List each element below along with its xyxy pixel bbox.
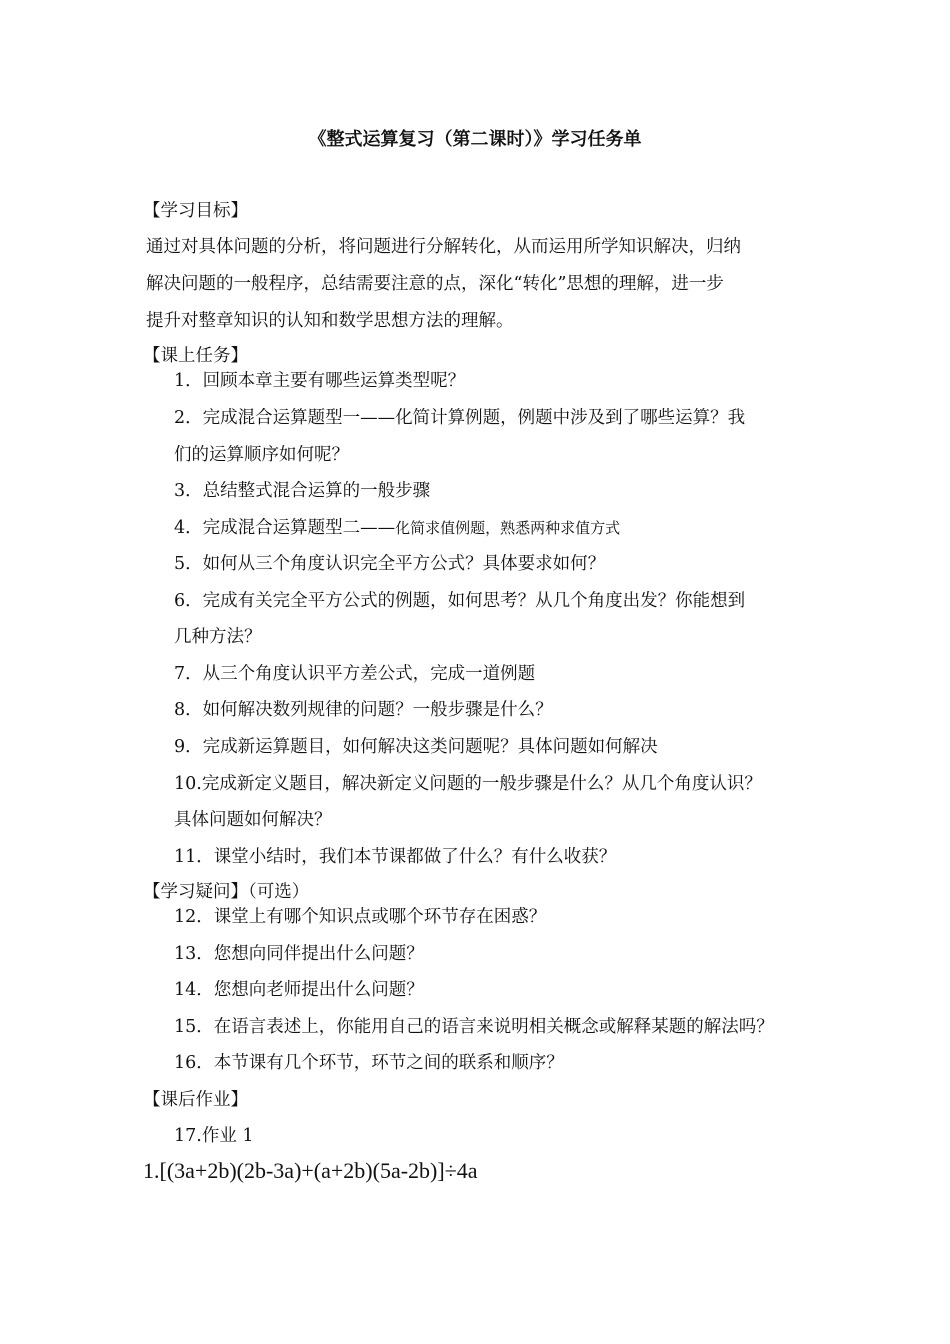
task-6-line-1: 6．完成有关完全平方公式的例题，如何思考？从几个角度出发？你能想到 — [174, 591, 746, 611]
task-8: 8．如何解决数列规律的问题？一般步骤是什么？ — [174, 700, 553, 720]
task-2-line-2: 们的运算顺序如何呢？ — [174, 445, 349, 465]
task-7: 7．从三个角度认识平方差公式，完成一道例题 — [174, 664, 536, 684]
goal-line-3: 提升对整章知识的认知和数学思想方法的理解。 — [146, 311, 514, 331]
task-2-line-1: 2．完成混合运算题型一——化简计算例题，例题中涉及到了哪些运算？我 — [174, 408, 746, 428]
task-4-main: 4．完成混合运算题型二—— — [174, 518, 396, 538]
task-5: 5．如何从三个角度认识完全平方公式？具体要求如何？ — [174, 554, 606, 574]
task-3: 3．总结整式混合运算的一般步骤 — [174, 481, 431, 501]
task-11: 11．课堂小结时，我们本节课都做了什么？有什么收获？ — [174, 847, 617, 867]
task-6-line-2: 几种方法？ — [174, 627, 262, 647]
question-15: 15．在语言表述上，你能用自己的语言来说明相关概念或解释某题的解法吗？ — [174, 1017, 774, 1037]
homework-17: 17.作业 1 — [174, 1126, 254, 1146]
goal-line-2: 解决问题的一般程序，总结需要注意的点，深化“转化”思想的理解，进一步 — [146, 274, 724, 294]
task-10-line-1: 10.完成新定义题目，解决新定义问题的一般步骤是什么？从几个角度认识？ — [174, 774, 762, 794]
section-questions: 【学习疑问】（可选） — [143, 882, 310, 902]
task-4 — [174, 516, 620, 540]
section-learning-goals: 【学习目标】 — [143, 201, 248, 221]
question-12: 12．课堂上有哪个知识点或哪个环节存在困惑？ — [174, 907, 547, 927]
homework-formula: 1.[(3a+2b)(2b-3a)+(a+2b)(5a-2b)]÷4a — [143, 1158, 478, 1183]
question-16: 16．本节课有几个环节，环节之间的联系和顺序？ — [174, 1053, 564, 1073]
task-9: 9．完成新运算题目，如何解决这类问题呢？具体问题如何解决 — [174, 737, 658, 757]
question-13: 13．您想向同伴提出什么问题？ — [174, 944, 424, 964]
goal-line-1: 通过对具体问题的分析，将问题进行分解转化，从而运用所学知识解决，归纳 — [146, 237, 741, 257]
section-class-tasks: 【课上任务】 — [143, 346, 248, 366]
question-14: 14．您想向老师提出什么问题？ — [174, 980, 424, 1000]
task-1: 1．回顾本章主要有哪些运算类型呢？ — [174, 371, 466, 391]
task-4-small: 化简求值例题，熟悉两种求值方式 — [395, 519, 621, 537]
task-10-line-2: 具体问题如何解决？ — [174, 810, 332, 830]
section-homework: 【课后作业】 — [143, 1090, 248, 1110]
document-title: 《整式运算复习（第二课时）》学习任务单 — [308, 129, 642, 150]
